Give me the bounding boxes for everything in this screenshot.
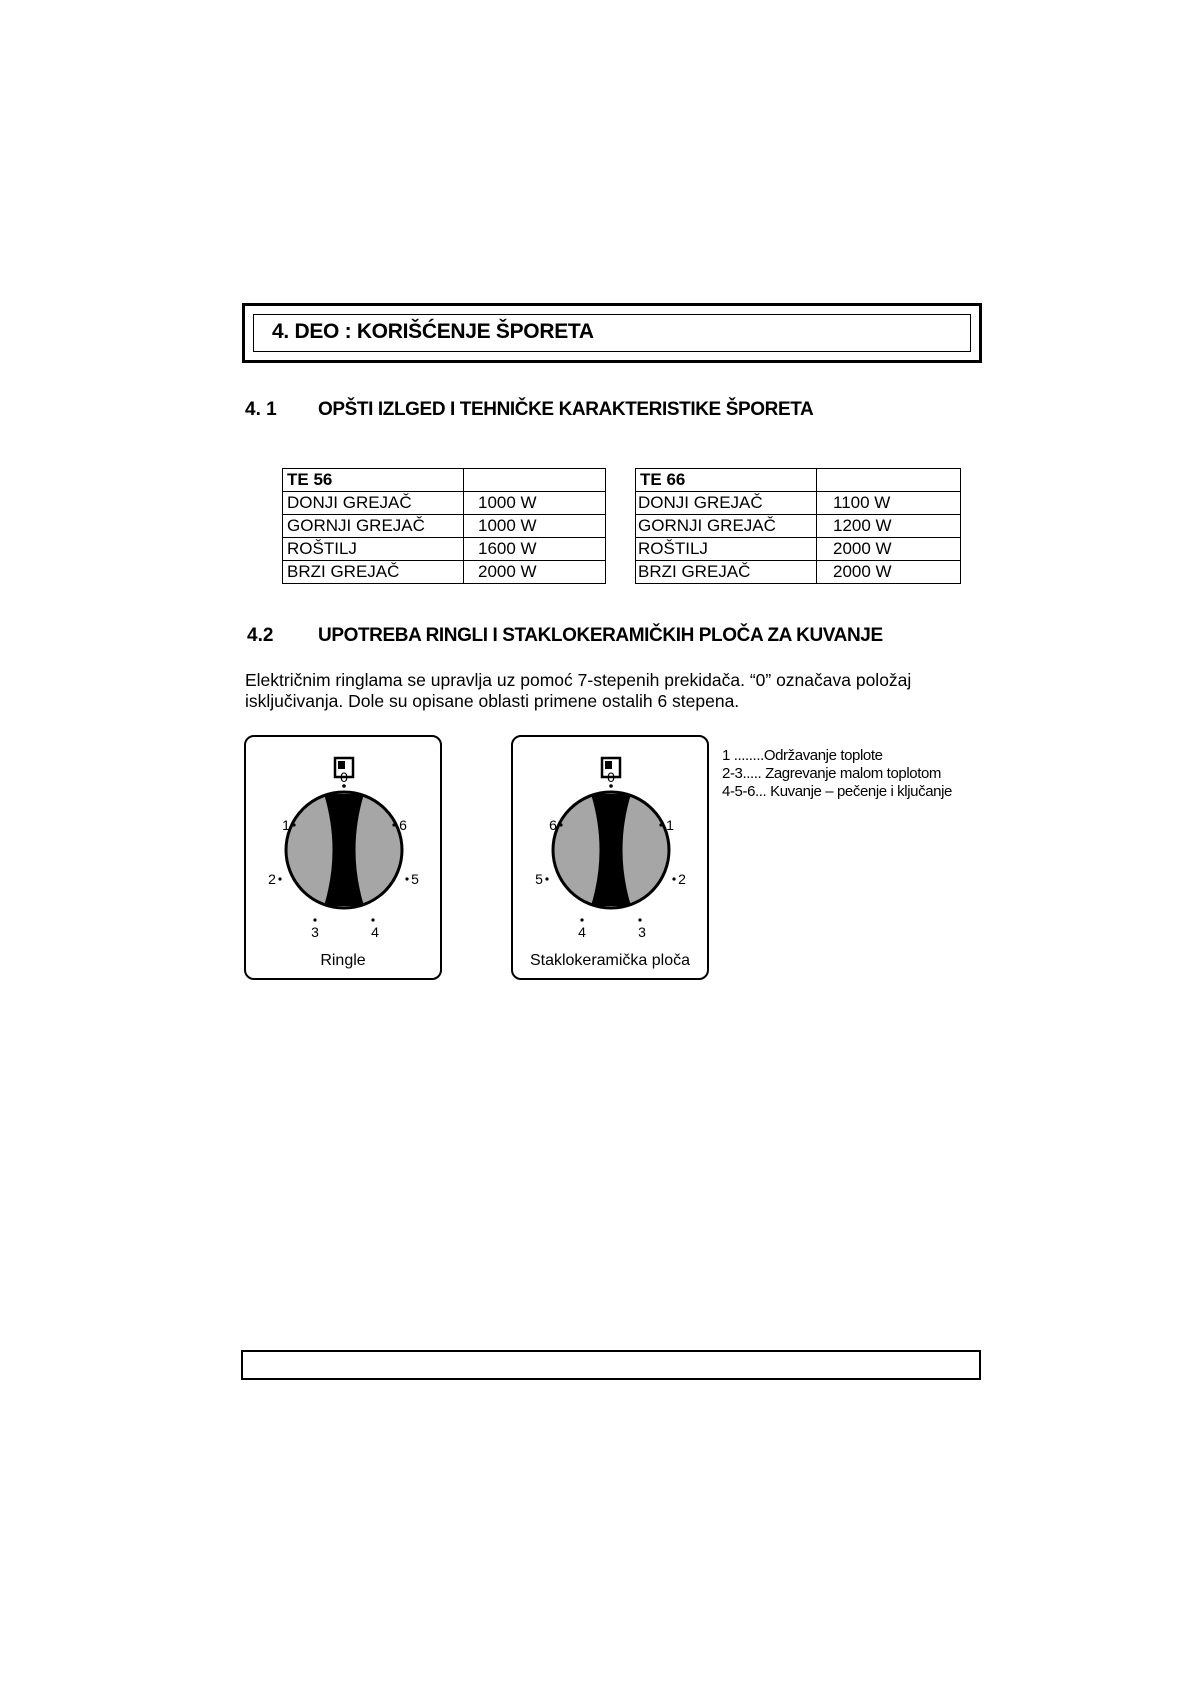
table-cell: ROŠTILJ [283,538,464,561]
spec-table-te66 [635,468,961,584]
knob-label-4: 4 [371,924,379,940]
page-title: 4. DEO : KORIŠĆENJE ŠPORETA [272,320,594,343]
intro-line: Električnim ringlama se upravlja uz pomoć 7-stepenih prekidača. “0” označava položaj [245,670,912,690]
knob-caption-ringle: Ringle [320,952,366,969]
table-row [283,492,606,515]
table-row [636,492,961,515]
table-cell: BRZI GREJAČ [283,561,464,584]
table-cell: GORNJI GREJAČ [283,515,464,538]
table-row [636,515,961,538]
table-model: TE 66 [636,469,817,492]
table-row [636,538,961,561]
footer-box [241,1350,981,1380]
section-header-box [242,303,982,363]
knob-icon [286,792,402,908]
table-row [636,469,961,492]
table-cell: 1000 W [464,492,606,515]
knob-icon [553,792,669,908]
knob-label-2: 2 [268,871,276,887]
intro-line: isključivanja. Dole su opisane oblasti primene ostalih 6 stepena. [245,691,740,711]
heat-level-legend [722,747,952,801]
legend-item: 1 ........Održavanje toplote [722,747,883,764]
knob-label-6: 6 [399,817,407,833]
table-cell: 2000 W [464,561,606,584]
knob-label-3: 3 [638,924,646,940]
table-cell: DONJI GREJAČ [636,492,817,515]
knob-label-1: 1 [282,817,290,833]
table-row [636,561,961,584]
table-cell: GORNJI GREJAČ [636,515,817,538]
knob-diagram-ringle [246,737,444,982]
spec-table-te56 [282,468,606,584]
knob-label-2: 2 [678,871,686,887]
table-row [283,538,606,561]
section-1-title: OPŠTI IZLGED I TEHNIČKE KARAKTERISTIKE ŠPORETA [318,399,814,420]
knob-label-5: 5 [535,871,543,887]
knob-panel-ceramic [511,735,709,980]
legend-item: 4-5-6... Kuvanje – pečenje i ključanje [722,783,952,800]
knob-label-0: 0 [340,769,348,785]
table-cell: 1600 W [464,538,606,561]
table-cell: DONJI GREJAČ [283,492,464,515]
knob-label-4: 4 [578,924,586,940]
table-cell: ROŠTILJ [636,538,817,561]
table-cell: 2000 W [817,561,961,584]
table-row [283,561,606,584]
table-row [283,515,606,538]
table-cell: 1200 W [817,515,961,538]
knob-label-5: 5 [411,871,419,887]
knob-label-1: 1 [666,817,674,833]
table-cell: 1000 W [464,515,606,538]
section-1-number: 4. 1 [245,399,277,420]
table-cell [464,469,606,492]
knob-label-6: 6 [549,817,557,833]
table-row [283,469,606,492]
section-2-title: UPOTREBA RINGLI I STAKLOKERAMIČKIH PLOČA ZA KUVANJE [318,625,883,646]
section-2-number: 4.2 [247,625,274,646]
legend-item: 2-3..... Zagrevanje malom toplotom [722,765,942,782]
table-cell: 1100 W [817,492,961,515]
knob-label-3: 3 [311,924,319,940]
knob-diagram-ceramic [513,737,711,982]
knob-panel-ringle [244,735,442,980]
table-cell [817,469,961,492]
table-model: TE 56 [283,469,464,492]
table-cell: BRZI GREJAČ [636,561,817,584]
knob-label-0: 0 [607,769,615,785]
section-header-inner [253,314,971,352]
table-cell: 2000 W [817,538,961,561]
knob-caption-ceramic: Staklokeramička ploča [529,952,691,969]
intro-paragraph [245,670,1005,712]
